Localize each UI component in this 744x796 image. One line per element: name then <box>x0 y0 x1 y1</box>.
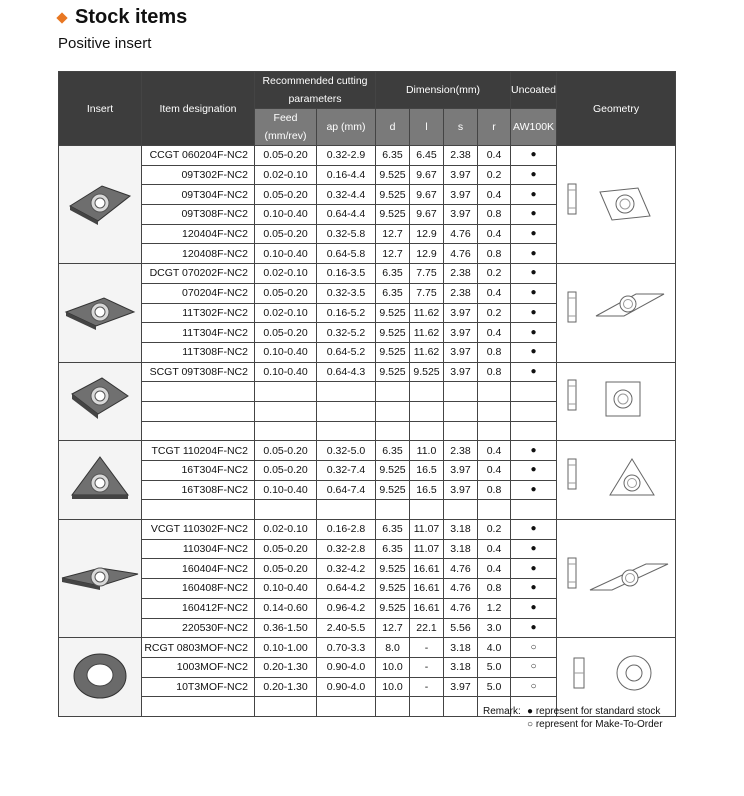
table-row <box>59 362 676 382</box>
cell-ap: 0.32-5.2 <box>317 323 376 343</box>
cell-ap: 0.64-4.4 <box>317 205 376 225</box>
cell-s <box>444 421 478 441</box>
rhombus-35-insert-photo <box>59 520 142 638</box>
cell-feed: 0.05-0.20 <box>255 323 317 343</box>
cell-l: 16.61 <box>410 598 444 618</box>
cell-s: 3.97 <box>444 480 478 500</box>
cell-d: 9.525 <box>376 303 410 323</box>
cell-s: 3.18 <box>444 539 478 559</box>
cell-s: 3.97 <box>444 362 478 382</box>
cell-designation: 1003MOF-NC2 <box>142 657 255 677</box>
cell-stock: ● <box>511 342 557 362</box>
cell-d: 9.525 <box>376 323 410 343</box>
col-grade: AW100K <box>511 109 557 146</box>
cell-d: 10.0 <box>376 657 410 677</box>
cell-l: 11.62 <box>410 342 444 362</box>
cell-d: 6.35 <box>376 441 410 461</box>
cell-s: 2.38 <box>444 441 478 461</box>
cell-l: 11.62 <box>410 323 444 343</box>
stock-table <box>58 71 676 717</box>
col-geometry: Geometry <box>557 72 676 146</box>
cell-d: 9.525 <box>376 480 410 500</box>
cell-ap: 0.32-2.9 <box>317 146 376 166</box>
cell-stock: ● <box>511 323 557 343</box>
cell-ap: 0.32-2.8 <box>317 539 376 559</box>
col-uncoated: Uncoated <box>511 72 557 109</box>
triangle-insert-icon <box>60 451 140 503</box>
cell-l: 9.525 <box>410 362 444 382</box>
rhombus-80-insert-photo <box>59 146 142 264</box>
cell-feed <box>255 421 317 441</box>
cell-designation: SCGT 09T308F-NC2 <box>142 362 255 382</box>
cell-s: 3.97 <box>444 677 478 697</box>
cell-l: - <box>410 677 444 697</box>
cell-ap: 0.64-4.2 <box>317 579 376 599</box>
cell-ap: 0.16-3.5 <box>317 264 376 284</box>
cell-designation: 110304F-NC2 <box>142 539 255 559</box>
cell-d: 9.525 <box>376 165 410 185</box>
cell-stock: ● <box>511 224 557 244</box>
cell-r <box>478 401 511 421</box>
cell-d <box>376 500 410 520</box>
cell-feed: 0.20-1.30 <box>255 677 317 697</box>
cell-stock: ○ <box>511 638 557 658</box>
cell-designation: 16T304F-NC2 <box>142 461 255 481</box>
cell-stock: ● <box>511 598 557 618</box>
cell-s: 3.97 <box>444 323 478 343</box>
cell-l: 7.75 <box>410 264 444 284</box>
cell-stock: ● <box>511 480 557 500</box>
cell-r: 0.4 <box>478 461 511 481</box>
col-ap: ap (mm) <box>317 109 376 146</box>
cell-d: 12.7 <box>376 224 410 244</box>
cell-l: 11.07 <box>410 520 444 540</box>
cell-stock: ● <box>511 461 557 481</box>
cell-r <box>478 382 511 402</box>
cell-r: 3.0 <box>478 618 511 638</box>
cell-designation: RCGT 0803MOF-NC2 <box>142 638 255 658</box>
cell-ap: 0.16-5.2 <box>317 303 376 323</box>
col-insert: Insert <box>59 72 142 146</box>
cell-feed: 0.10-0.40 <box>255 205 317 225</box>
cell-feed: 0.14-0.60 <box>255 598 317 618</box>
cell-feed: 0.10-0.40 <box>255 342 317 362</box>
cell-designation: 10T3MOF-NC2 <box>142 677 255 697</box>
cell-ap: 0.64-4.3 <box>317 362 376 382</box>
cell-l: 16.61 <box>410 559 444 579</box>
cell-r: 0.2 <box>478 303 511 323</box>
cell-stock: ● <box>511 362 557 382</box>
cell-l: 11.07 <box>410 539 444 559</box>
cell-l: 11.0 <box>410 441 444 461</box>
cell-l: 6.45 <box>410 146 444 166</box>
cell-ap: 0.96-4.2 <box>317 598 376 618</box>
cell-l <box>410 401 444 421</box>
cell-stock <box>511 421 557 441</box>
table-row <box>59 264 676 284</box>
cell-ap: 0.64-5.8 <box>317 244 376 264</box>
cell-designation <box>142 421 255 441</box>
cell-designation: VCGT 110302F-NC2 <box>142 520 255 540</box>
cell-d: 9.525 <box>376 342 410 362</box>
cell-feed: 0.05-0.20 <box>255 559 317 579</box>
cell-feed: 0.05-0.20 <box>255 461 317 481</box>
cell-s <box>444 382 478 402</box>
cell-designation: CCGT 060204F-NC2 <box>142 146 255 166</box>
cell-s: 3.97 <box>444 461 478 481</box>
cell-designation: 11T304F-NC2 <box>142 323 255 343</box>
cell-s <box>444 401 478 421</box>
remark <box>483 705 663 731</box>
cell-d: 6.35 <box>376 146 410 166</box>
col-dimension: Dimension(mm) <box>376 72 511 109</box>
rhombus-35-insert-geometry <box>557 520 676 638</box>
cell-r: 0.2 <box>478 520 511 540</box>
cell-l: 22.1 <box>410 618 444 638</box>
cell-feed: 0.02-0.10 <box>255 165 317 185</box>
cell-d: 12.7 <box>376 618 410 638</box>
triangle-insert-geometry <box>557 441 676 520</box>
cell-ap: 0.16-2.8 <box>317 520 376 540</box>
cell-stock: ● <box>511 185 557 205</box>
cell-r: 0.4 <box>478 323 511 343</box>
col-d: d <box>376 109 410 146</box>
cell-feed: 0.02-0.10 <box>255 303 317 323</box>
cell-stock <box>511 500 557 520</box>
cell-r: 0.4 <box>478 283 511 303</box>
cell-s: 2.38 <box>444 146 478 166</box>
col-r: r <box>478 109 511 146</box>
rhombus-80-insert-icon <box>60 176 140 228</box>
cell-d <box>376 421 410 441</box>
cell-designation <box>142 382 255 402</box>
cell-s: 3.97 <box>444 342 478 362</box>
cell-r <box>478 500 511 520</box>
cell-designation <box>142 401 255 421</box>
cell-designation: 09T304F-NC2 <box>142 185 255 205</box>
cell-ap: 0.32-5.0 <box>317 441 376 461</box>
cell-stock: ● <box>511 146 557 166</box>
cell-feed: 0.05-0.20 <box>255 224 317 244</box>
cell-stock: ○ <box>511 657 557 677</box>
round-insert-photo <box>59 638 142 717</box>
cell-feed: 0.02-0.10 <box>255 264 317 284</box>
col-l: l <box>410 109 444 146</box>
cell-d <box>376 697 410 717</box>
cell-s: 3.18 <box>444 520 478 540</box>
cell-ap: 0.70-3.3 <box>317 638 376 658</box>
cell-r: 0.4 <box>478 441 511 461</box>
cell-r: 5.0 <box>478 657 511 677</box>
rhombus-35-insert-icon <box>60 550 140 602</box>
table-row <box>59 146 676 166</box>
rhombus-80-insert-geometry <box>557 146 676 264</box>
cell-l: 12.9 <box>410 244 444 264</box>
cell-r: 0.2 <box>478 165 511 185</box>
cell-stock: ● <box>511 539 557 559</box>
cell-feed: 0.36-1.50 <box>255 618 317 638</box>
triangle-insert-photo <box>59 441 142 520</box>
cell-designation: DCGT 070202F-NC2 <box>142 264 255 284</box>
cell-l <box>410 697 444 717</box>
cell-r: 1.2 <box>478 598 511 618</box>
remark-standard: ● represent for standard stock <box>527 706 661 717</box>
table-row <box>59 441 676 461</box>
cell-r: 0.2 <box>478 264 511 284</box>
cell-stock: ● <box>511 283 557 303</box>
cell-d: 8.0 <box>376 638 410 658</box>
rhombus-55-insert-photo <box>59 264 142 362</box>
cell-feed: 0.05-0.20 <box>255 146 317 166</box>
cell-designation: 11T308F-NC2 <box>142 342 255 362</box>
cell-d: 9.525 <box>376 461 410 481</box>
cell-l: - <box>410 638 444 658</box>
cell-designation: 120404F-NC2 <box>142 224 255 244</box>
cell-feed <box>255 500 317 520</box>
rhombus-55-insert-icon <box>60 284 140 336</box>
cell-d: 6.35 <box>376 283 410 303</box>
cell-r: 0.8 <box>478 579 511 599</box>
cell-d <box>376 382 410 402</box>
cell-stock: ● <box>511 264 557 284</box>
cell-s <box>444 697 478 717</box>
cell-s: 3.97 <box>444 205 478 225</box>
cell-stock: ● <box>511 244 557 264</box>
triangle-insert-geometry-icon <box>560 449 672 505</box>
cell-l: 12.9 <box>410 224 444 244</box>
cell-ap: 0.64-7.4 <box>317 480 376 500</box>
remark-make-to-order: ○ represent for Make-To-Order <box>527 719 663 730</box>
cell-feed: 0.05-0.20 <box>255 441 317 461</box>
cell-l: 9.67 <box>410 205 444 225</box>
cell-s: 4.76 <box>444 598 478 618</box>
cell-feed <box>255 382 317 402</box>
cell-d: 6.35 <box>376 264 410 284</box>
page-title <box>58 6 187 29</box>
cell-d: 9.525 <box>376 579 410 599</box>
cell-designation: 120408F-NC2 <box>142 244 255 264</box>
cell-s: 3.18 <box>444 638 478 658</box>
cell-ap: 0.32-4.2 <box>317 559 376 579</box>
cell-ap: 0.32-5.8 <box>317 224 376 244</box>
cell-s: 2.38 <box>444 264 478 284</box>
cell-d: 9.525 <box>376 362 410 382</box>
bullet-icon <box>56 12 67 23</box>
cell-stock: ○ <box>511 677 557 697</box>
cell-r: 0.4 <box>478 559 511 579</box>
cell-d: 9.525 <box>376 185 410 205</box>
cell-l: 11.62 <box>410 303 444 323</box>
cell-designation <box>142 697 255 717</box>
cell-designation: 160412F-NC2 <box>142 598 255 618</box>
cell-feed <box>255 401 317 421</box>
cell-feed: 0.10-1.00 <box>255 638 317 658</box>
cell-stock <box>511 401 557 421</box>
cell-d: 12.7 <box>376 244 410 264</box>
cell-feed: 0.05-0.20 <box>255 283 317 303</box>
cell-designation: 16T308F-NC2 <box>142 480 255 500</box>
cell-stock: ● <box>511 303 557 323</box>
cell-stock: ● <box>511 579 557 599</box>
cell-s: 3.18 <box>444 657 478 677</box>
cell-feed: 0.02-0.10 <box>255 520 317 540</box>
cell-ap: 0.90-4.0 <box>317 657 376 677</box>
cell-l <box>410 421 444 441</box>
cell-s: 4.76 <box>444 559 478 579</box>
cell-designation: 160404F-NC2 <box>142 559 255 579</box>
cell-designation: 220530F-NC2 <box>142 618 255 638</box>
title-text: Stock items <box>75 6 188 28</box>
cell-designation: 09T308F-NC2 <box>142 205 255 225</box>
cell-l <box>410 382 444 402</box>
cell-ap: 0.16-4.4 <box>317 165 376 185</box>
cell-s: 3.97 <box>444 165 478 185</box>
cell-r: 0.4 <box>478 539 511 559</box>
cell-l <box>410 500 444 520</box>
cell-feed: 0.10-0.40 <box>255 362 317 382</box>
cell-stock: ● <box>511 441 557 461</box>
cell-l: 16.5 <box>410 461 444 481</box>
col-recommended: Recommended cutting parameters <box>255 72 376 109</box>
cell-r: 0.8 <box>478 480 511 500</box>
cell-r: 0.8 <box>478 362 511 382</box>
cell-r: 0.4 <box>478 185 511 205</box>
cell-l: 9.67 <box>410 165 444 185</box>
square-insert-geometry <box>557 362 676 441</box>
cell-r: 0.8 <box>478 244 511 264</box>
cell-ap: 0.90-4.0 <box>317 677 376 697</box>
cell-s: 3.97 <box>444 303 478 323</box>
cell-ap: 0.32-3.5 <box>317 283 376 303</box>
cell-ap <box>317 401 376 421</box>
cell-stock: ● <box>511 559 557 579</box>
cell-ap: 2.40-5.5 <box>317 618 376 638</box>
cell-s: 3.97 <box>444 185 478 205</box>
table-row <box>59 638 676 658</box>
cell-l: 9.67 <box>410 185 444 205</box>
stock-table-body <box>59 146 676 717</box>
cell-l: 16.5 <box>410 480 444 500</box>
page-subtitle: Positive insert <box>58 35 152 52</box>
cell-ap: 0.32-7.4 <box>317 461 376 481</box>
cell-l: - <box>410 657 444 677</box>
cell-ap <box>317 500 376 520</box>
cell-ap: 0.64-5.2 <box>317 342 376 362</box>
cell-ap <box>317 697 376 717</box>
cell-ap <box>317 382 376 402</box>
round-insert-icon <box>60 648 140 700</box>
cell-ap <box>317 421 376 441</box>
cell-r: 0.8 <box>478 205 511 225</box>
cell-designation: 160408F-NC2 <box>142 579 255 599</box>
cell-r: 5.0 <box>478 677 511 697</box>
cell-feed: 0.10-0.40 <box>255 244 317 264</box>
cell-s: 2.38 <box>444 283 478 303</box>
cell-d: 9.525 <box>376 559 410 579</box>
rhombus-55-insert-geometry-icon <box>560 282 672 338</box>
col-feed: Feed (mm/rev) <box>255 109 317 146</box>
cell-s: 4.76 <box>444 579 478 599</box>
rhombus-35-insert-geometry-icon <box>560 548 672 604</box>
remark-label: Remark: <box>483 706 521 717</box>
cell-r: 4.0 <box>478 638 511 658</box>
cell-s: 4.76 <box>444 224 478 244</box>
cell-designation: 09T302F-NC2 <box>142 165 255 185</box>
rhombus-55-insert-geometry <box>557 264 676 362</box>
col-designation: Item designation <box>142 72 255 146</box>
cell-stock <box>511 382 557 402</box>
square-insert-geometry-icon <box>560 370 672 426</box>
cell-l: 16.61 <box>410 579 444 599</box>
cell-feed: 0.20-1.30 <box>255 657 317 677</box>
cell-feed: 0.10-0.40 <box>255 480 317 500</box>
rhombus-80-insert-geometry-icon <box>560 174 672 230</box>
cell-designation: TCGT 110204F-NC2 <box>142 441 255 461</box>
cell-stock: ● <box>511 618 557 638</box>
cell-stock: ● <box>511 165 557 185</box>
cell-r: 0.4 <box>478 224 511 244</box>
square-insert-icon <box>60 372 140 424</box>
cell-designation: 11T302F-NC2 <box>142 303 255 323</box>
col-s: s <box>444 109 478 146</box>
cell-stock: ● <box>511 205 557 225</box>
cell-ap: 0.32-4.4 <box>317 185 376 205</box>
cell-r: 0.8 <box>478 342 511 362</box>
round-insert-geometry-icon <box>560 646 672 702</box>
cell-d: 9.525 <box>376 598 410 618</box>
cell-designation <box>142 500 255 520</box>
cell-feed <box>255 697 317 717</box>
cell-feed: 0.10-0.40 <box>255 579 317 599</box>
cell-d: 6.35 <box>376 520 410 540</box>
cell-stock: ● <box>511 520 557 540</box>
cell-d: 6.35 <box>376 539 410 559</box>
cell-feed: 0.05-0.20 <box>255 539 317 559</box>
cell-designation: 070204F-NC2 <box>142 283 255 303</box>
cell-l: 7.75 <box>410 283 444 303</box>
cell-d: 10.0 <box>376 677 410 697</box>
cell-s: 4.76 <box>444 244 478 264</box>
cell-s <box>444 500 478 520</box>
table-row <box>59 520 676 540</box>
cell-s: 5.56 <box>444 618 478 638</box>
square-insert-photo <box>59 362 142 441</box>
cell-r <box>478 421 511 441</box>
cell-d: 9.525 <box>376 205 410 225</box>
cell-feed: 0.05-0.20 <box>255 185 317 205</box>
cell-d <box>376 401 410 421</box>
cell-r: 0.4 <box>478 146 511 166</box>
